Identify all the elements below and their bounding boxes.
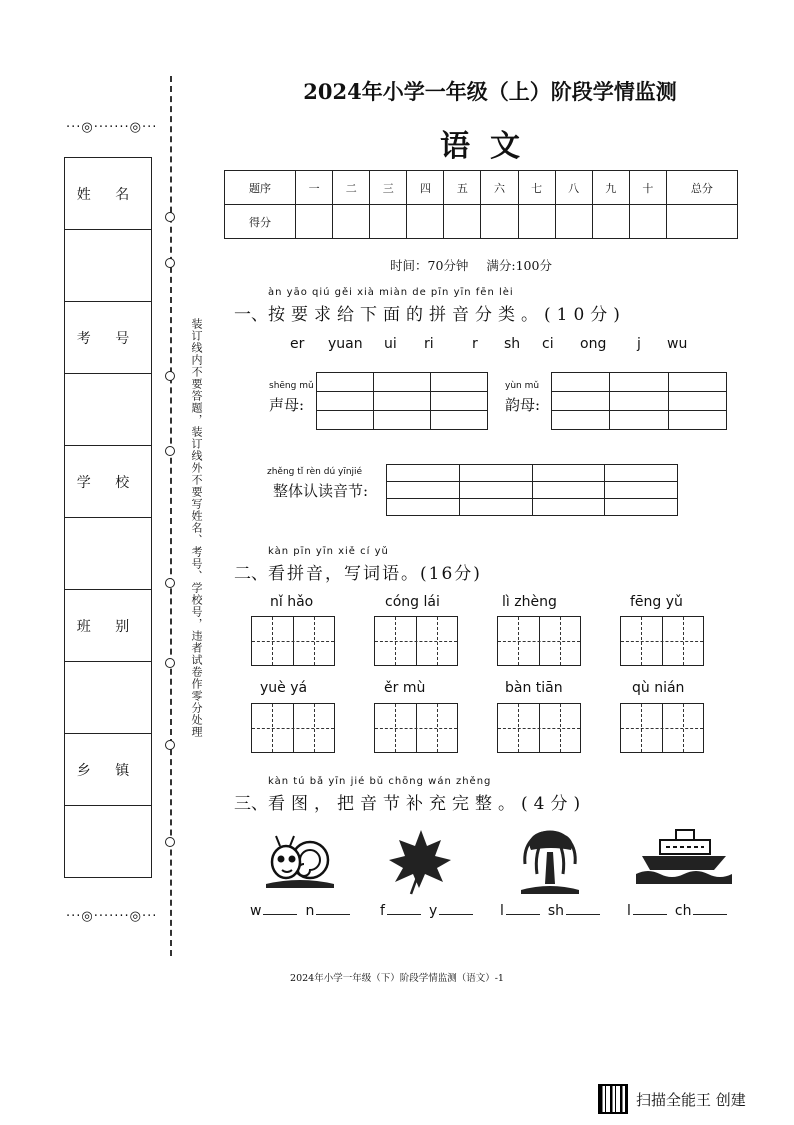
scanner-text: 扫描全能王 创建: [636, 1090, 746, 1109]
zhengti-label: [267, 467, 369, 501]
section2-number: 二、: [234, 564, 268, 584]
shengmu-text: 声母:: [269, 396, 305, 414]
score-cell[interactable]: [370, 205, 407, 239]
section2-title: 看拼音，写词语。(16分): [268, 564, 482, 584]
writing-grid[interactable]: [251, 703, 335, 753]
school-label: 学 校: [65, 446, 152, 518]
syllable-blank-ship[interactable]: [627, 903, 735, 919]
yunmu-label: [505, 381, 541, 415]
binding-dots-bottom: ···◎·······◎···: [66, 909, 158, 924]
answer-cell[interactable]: [610, 373, 668, 392]
answer-cell[interactable]: [459, 465, 532, 482]
shengmu-pinyin: shēng mǔ: [269, 381, 314, 391]
word-pinyin: lì zhèng: [502, 594, 557, 610]
pinyin-item: er: [290, 336, 305, 352]
section1-title: 按要求给下面的拼音分类。(10分): [268, 305, 626, 325]
score-row-label: 得分: [225, 205, 296, 239]
score-col: 九: [592, 171, 629, 205]
answer-cell[interactable]: [374, 411, 431, 430]
blank-initial: y: [428, 903, 438, 919]
yunmu-pinyin: yùn mǔ: [505, 381, 540, 391]
zhengti-pinyin: zhěng tǐ rèn dú yīnjié: [267, 467, 363, 477]
syllable-blank-leaf[interactable]: [380, 903, 481, 919]
exam-time-info: [390, 256, 566, 274]
word-pinyin: qù nián: [632, 680, 685, 696]
answer-cell[interactable]: [552, 411, 610, 430]
name-label: 姓 名: [65, 158, 152, 230]
exam-title: 2024年小学一年级（上）阶段学情监测: [303, 79, 677, 104]
blank-initial: w: [250, 903, 262, 919]
pinyin-item: ci: [542, 336, 554, 352]
binding-dots-top: ···◎·······◎···: [66, 120, 158, 135]
answer-cell[interactable]: [317, 392, 374, 411]
writing-grid[interactable]: [620, 616, 704, 666]
writing-grid[interactable]: [374, 703, 458, 753]
score-col-total: 总分: [666, 171, 737, 205]
section3-heading: [234, 776, 587, 814]
section1-pinyin: àn yāo qiú gěi xià miàn de pīn yīn fēn lèi: [268, 287, 514, 298]
page-footer: 2024年小学一年级（下）阶段学情监测（语文）-1: [290, 973, 504, 984]
score-cell[interactable]: [444, 205, 481, 239]
score-col: 五: [444, 171, 481, 205]
score-col: 八: [555, 171, 592, 205]
class-label: 班 别: [65, 590, 152, 662]
town-label: 乡 镇: [65, 734, 152, 806]
binding-note: 装订线内不要答题，装订线外不要写姓名、考号、学校号，违者试卷作零分处理: [190, 318, 203, 738]
shengmu-grid: [316, 372, 488, 430]
binding-ring: [165, 446, 175, 456]
word-pinyin: fēng yǔ: [630, 594, 683, 610]
pinyin-item: sh: [504, 336, 521, 352]
writing-grid[interactable]: [497, 616, 581, 666]
answer-cell[interactable]: [387, 499, 460, 516]
section3-title: 看图，把音节补充完整。(4分): [268, 794, 587, 814]
answer-cell[interactable]: [431, 411, 488, 430]
scanner-watermark: [598, 1084, 746, 1114]
score-cell[interactable]: [407, 205, 444, 239]
pinyin-item: j: [637, 336, 641, 352]
blank-initial: l: [627, 903, 631, 919]
blank-initial: f: [380, 903, 385, 919]
answer-cell[interactable]: [387, 482, 460, 499]
score-col: 二: [333, 171, 370, 205]
answer-cell[interactable]: [668, 392, 726, 411]
answer-cell[interactable]: [532, 499, 605, 516]
syllable-blank-snail[interactable]: [250, 903, 358, 919]
score-cell[interactable]: [481, 205, 518, 239]
score-cell[interactable]: [592, 205, 629, 239]
binding-ring: [165, 371, 175, 381]
shengmu-label: [269, 381, 314, 415]
answer-cell[interactable]: [387, 465, 460, 482]
answer-cell[interactable]: [605, 482, 678, 499]
score-col: 三: [370, 171, 407, 205]
score-cell[interactable]: [629, 205, 666, 239]
answer-cell[interactable]: [317, 411, 374, 430]
pinyin-item: wu: [667, 336, 688, 352]
exam-duration: 时间：70分钟: [390, 258, 469, 273]
blank-initial: l: [500, 903, 504, 919]
school-field[interactable]: [65, 518, 152, 590]
yunmu-text: 韵母:: [505, 396, 541, 414]
binding-ring: [165, 258, 175, 268]
willow-tree-picture: [515, 824, 585, 894]
answer-cell[interactable]: [532, 465, 605, 482]
name-field[interactable]: [65, 230, 152, 302]
snail-picture: [262, 832, 338, 890]
syllable-blank-willow[interactable]: [500, 903, 608, 919]
blank-initial: n: [305, 903, 315, 919]
word-pinyin: nǐ hǎo: [270, 594, 314, 610]
exam-full-score: 满分:100分: [486, 258, 552, 273]
answer-cell[interactable]: [459, 499, 532, 516]
pinyin-item: ong: [580, 336, 607, 352]
writing-grid[interactable]: [251, 616, 335, 666]
binding-ring: [165, 837, 175, 847]
score-cell[interactable]: [296, 205, 333, 239]
score-cell-total[interactable]: [666, 205, 737, 239]
maple-leaf-picture: [385, 826, 455, 896]
class-field[interactable]: [65, 662, 152, 734]
exam-number-field[interactable]: [65, 374, 152, 446]
score-row-label: 题序: [225, 171, 296, 205]
word-pinyin: cóng lái: [385, 594, 440, 610]
binding-ring: [165, 212, 175, 222]
binding-ring: [165, 740, 175, 750]
answer-cell[interactable]: [668, 373, 726, 392]
score-col: 一: [296, 171, 333, 205]
score-col: 四: [407, 171, 444, 205]
answer-cell[interactable]: [431, 392, 488, 411]
answer-cell[interactable]: [317, 373, 374, 392]
answer-cell[interactable]: [610, 392, 668, 411]
answer-cell[interactable]: [668, 411, 726, 430]
pinyin-item: yuan: [328, 336, 363, 352]
score-col: 七: [518, 171, 555, 205]
blank-initial: sh: [547, 903, 565, 919]
score-table: [224, 170, 738, 239]
zhengti-text: 整体认读音节:: [273, 482, 369, 500]
binding-ring: [165, 578, 175, 588]
yunmu-grid: [551, 372, 727, 430]
answer-cell[interactable]: [459, 482, 532, 499]
score-cell[interactable]: [518, 205, 555, 239]
qr-code-icon: [598, 1084, 628, 1114]
town-field[interactable]: [65, 806, 152, 878]
pinyin-item: r: [472, 336, 478, 352]
section3-pinyin: kàn tú bǎ yīn jié bǔ chōng wán zhěng: [268, 776, 492, 787]
word-pinyin: ěr mù: [384, 680, 426, 696]
word-pinyin: bàn tiān: [505, 680, 563, 696]
answer-cell[interactable]: [552, 392, 610, 411]
subject-title: 语文: [440, 129, 540, 164]
answer-cell[interactable]: [532, 482, 605, 499]
score-cell[interactable]: [333, 205, 370, 239]
exam-number-label: 考 号: [65, 302, 152, 374]
section2-heading: [234, 546, 482, 584]
pinyin-item: ri: [424, 336, 434, 352]
score-col: 六: [481, 171, 518, 205]
section1-heading: [234, 287, 626, 325]
writing-grid[interactable]: [497, 703, 581, 753]
section3-number: 三、: [234, 794, 268, 814]
section1-number: 一、: [234, 305, 268, 325]
score-col: 十: [629, 171, 666, 205]
blank-initial: ch: [674, 903, 692, 919]
answer-cell[interactable]: [374, 392, 431, 411]
score-cell[interactable]: [555, 205, 592, 239]
ship-picture: [636, 826, 732, 886]
section2-pinyin: kàn pīn yīn xiě cí yǔ: [268, 546, 389, 557]
writing-grid[interactable]: [620, 703, 704, 753]
answer-cell[interactable]: [605, 499, 678, 516]
binding-ring: [165, 658, 175, 668]
binding-line: [170, 76, 172, 956]
word-pinyin: yuè yá: [260, 680, 308, 696]
student-info-table: [64, 157, 152, 878]
answer-cell[interactable]: [605, 465, 678, 482]
answer-cell[interactable]: [431, 373, 488, 392]
zhengti-grid: [386, 464, 678, 516]
writing-grid[interactable]: [374, 616, 458, 666]
answer-cell[interactable]: [374, 373, 431, 392]
pinyin-item: ui: [384, 336, 397, 352]
answer-cell[interactable]: [610, 411, 668, 430]
answer-cell[interactable]: [552, 373, 610, 392]
